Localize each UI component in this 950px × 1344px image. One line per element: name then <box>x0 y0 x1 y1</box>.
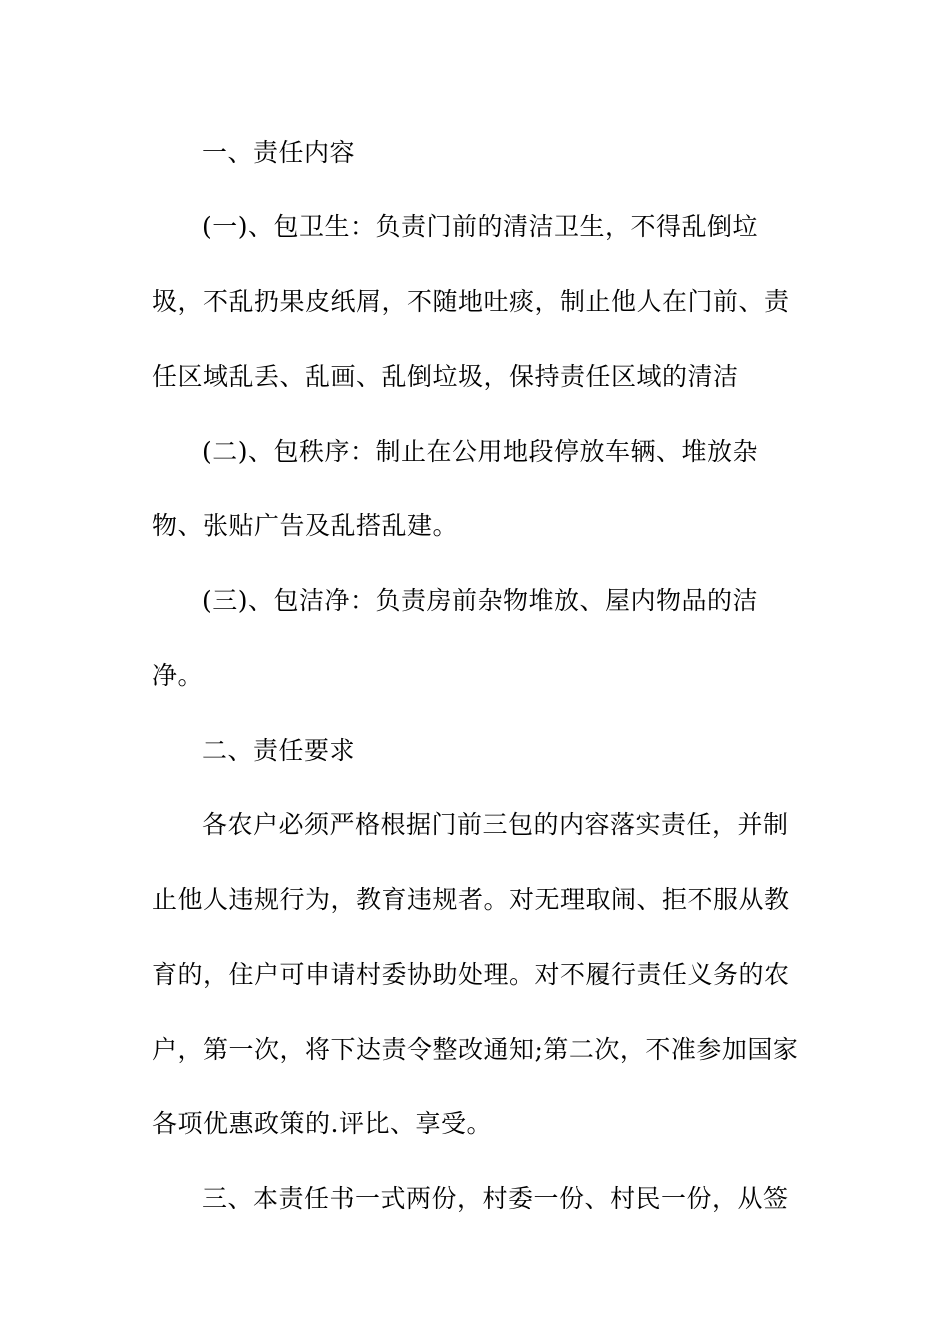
paragraph-line: 物、张贴广告及乱搭乱建。 <box>152 511 459 540</box>
paragraph-line: (一)、包卫生：负责门前的清洁卫生，不得乱倒垃 <box>202 212 759 241</box>
paragraph-line: 净。 <box>152 661 204 690</box>
section-heading-responsibility-requirements: 二、责任要求 <box>202 736 356 765</box>
paragraph-line: 止他人违规行为，教育违规者。对无理取闹、拒不服从教 <box>152 885 790 914</box>
paragraph-line: 育的，住户可申请村委协助处理。对不履行责任义务的农 <box>152 960 790 989</box>
paragraph-line: 任区域乱丢、乱画、乱倒垃圾，保持责任区域的清洁 <box>152 362 739 391</box>
paragraph-line: 各农户必须严格根据门前三包的内容落实责任，并制 <box>202 810 789 839</box>
section-heading-responsibility-content: 一、责任内容 <box>202 138 356 167</box>
paragraph-line: (三)、包洁净：负责房前杂物堆放、屋内物品的洁 <box>202 586 759 615</box>
paragraph-line: 户，第一次，将下达责令整改通知;第二次，不准参加国家 <box>152 1035 799 1064</box>
paragraph-line: 圾，不乱扔果皮纸屑，不随地吐痰，制止他人在门前、责 <box>152 287 790 316</box>
paragraph-line: (二)、包秩序：制止在公用地段停放车辆、堆放杂 <box>202 437 759 466</box>
paragraph-line: 各项优惠政策的.评比、享受。 <box>152 1109 492 1138</box>
paragraph-line: 三、本责任书一式两份，村委一份、村民一份，从签 <box>202 1184 789 1213</box>
